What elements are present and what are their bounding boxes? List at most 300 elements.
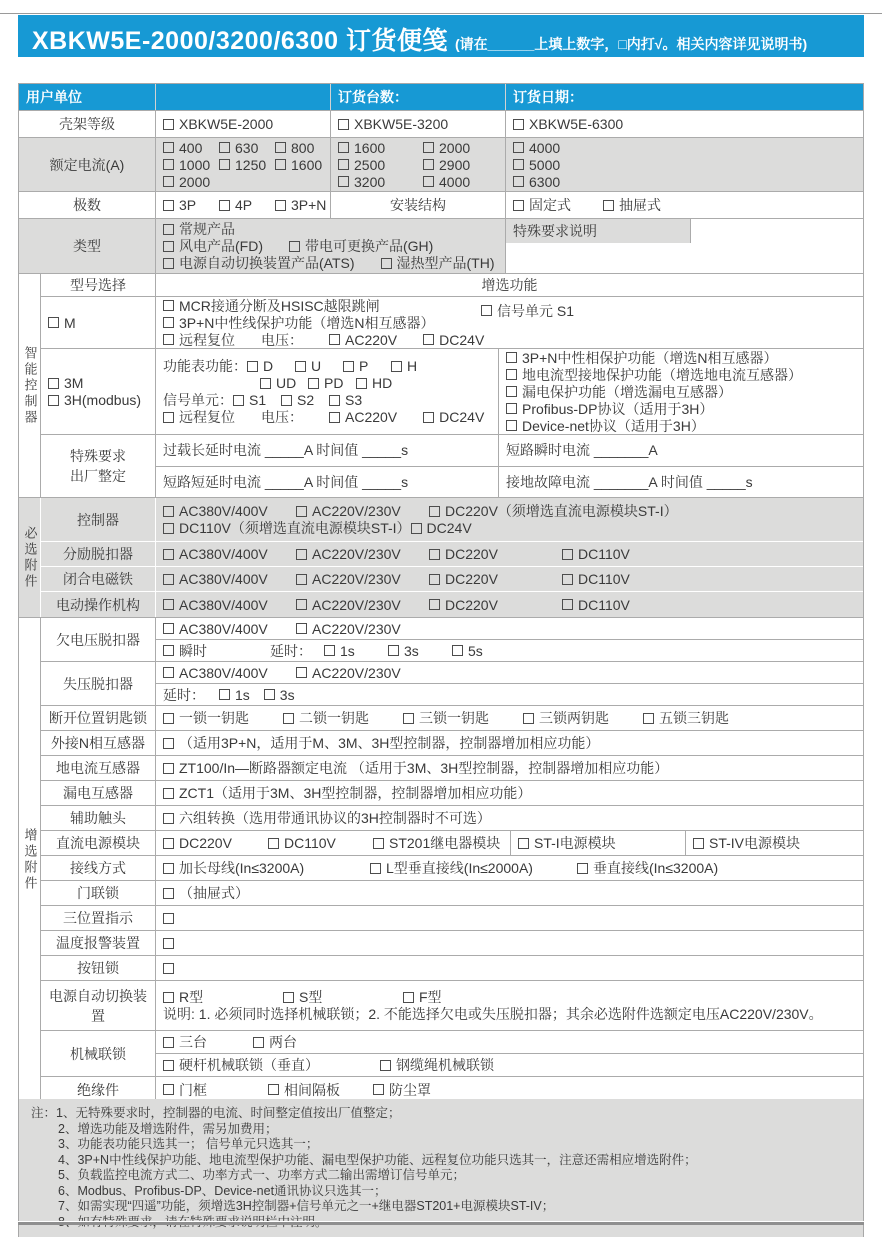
checkbox-label: 常规产品 <box>179 221 235 237</box>
checkbox-label: 3M <box>64 375 84 391</box>
checkbox[interactable] <box>452 645 463 656</box>
checkbox[interactable] <box>163 574 174 585</box>
checkbox[interactable] <box>163 1084 174 1095</box>
checkbox-label: 带电可更换产品(GH) <box>305 238 434 254</box>
checkbox[interactable] <box>48 317 59 328</box>
checkbox[interactable] <box>506 386 517 397</box>
checkbox-option <box>163 571 296 587</box>
option-line <box>163 520 859 537</box>
table-row-controller-voltage <box>41 498 863 542</box>
checkbox[interactable] <box>429 574 440 585</box>
checkbox[interactable] <box>48 378 59 389</box>
checkbox[interactable] <box>163 763 174 774</box>
checkbox-label: F型 <box>419 989 442 1005</box>
option-line <box>163 314 481 331</box>
table-row-three-position-indicator <box>41 906 863 931</box>
note-line: 7、如需实现“四遥”功能，须增选3H控制器+信号单元之一+继电器ST201+电源模块ST-IV； <box>58 1199 555 1213</box>
option-line <box>163 139 326 156</box>
option-line <box>163 989 859 1006</box>
checkbox[interactable] <box>562 599 573 610</box>
checkbox-label: AC220V/230V <box>312 664 401 681</box>
checkbox-option <box>48 315 76 331</box>
checkbox-option <box>296 597 429 613</box>
option-line <box>163 885 859 902</box>
checkbox[interactable] <box>403 713 414 724</box>
checkbox-label: 风电产品(FD) <box>179 238 263 254</box>
checkbox[interactable] <box>275 142 286 153</box>
checkbox-option <box>163 913 179 924</box>
checkbox-option <box>506 367 802 383</box>
checkbox[interactable] <box>411 523 422 534</box>
checkbox-option <box>388 643 440 659</box>
ats-note-text: 说明: 1. 必须同时选择机械联锁；2. 不能选择欠电或失压脱扣器；其余必选附件选额定电压AC220V/230V。 <box>163 1006 823 1022</box>
row-label: 失压脱扣器 <box>41 662 156 705</box>
checkbox[interactable] <box>324 645 335 656</box>
checkbox-option <box>356 375 404 391</box>
option-line <box>48 375 151 392</box>
checkbox[interactable] <box>296 549 307 560</box>
fill-in-field[interactable]: 短路瞬时电流 _______A <box>506 442 658 459</box>
checkbox-label: DC220V <box>445 571 498 587</box>
checkbox-option <box>380 1057 494 1073</box>
checkbox[interactable] <box>403 992 414 1003</box>
checkbox-label: DC220V（须增选直流电源模块ST-I） <box>445 503 678 519</box>
row-label: 闭合电磁铁 <box>41 567 156 591</box>
checkbox-label: UD <box>276 375 297 391</box>
checkbox-label: 二锁一钥匙 <box>299 710 369 726</box>
fill-in-field[interactable]: 短路短延时电流 _____A 时间值 _____s <box>156 467 499 498</box>
checkbox-label: M <box>64 314 76 331</box>
table-row-leakage-ct <box>41 781 863 806</box>
footnotes <box>18 1099 864 1237</box>
inline-text: 电压： <box>261 331 303 348</box>
row-label: 接线方式 <box>41 856 156 880</box>
checkbox-option <box>233 392 281 408</box>
row-label: 门联锁 <box>41 881 156 905</box>
option-line <box>163 116 326 133</box>
checkbox-option <box>423 409 484 425</box>
checkbox-option <box>513 116 623 132</box>
checkbox[interactable] <box>429 599 440 610</box>
row-label: 外接N相互感器 <box>41 731 156 755</box>
checkbox[interactable] <box>163 599 174 610</box>
checkbox-label: U <box>311 358 322 374</box>
checkbox[interactable] <box>356 378 367 389</box>
checkbox[interactable] <box>163 119 174 130</box>
customer-name-cell[interactable] <box>156 84 331 110</box>
checkbox[interactable] <box>423 176 434 187</box>
checkbox[interactable] <box>577 863 588 874</box>
checkbox-option <box>296 503 429 519</box>
option-line <box>163 392 494 409</box>
checkbox[interactable] <box>163 506 174 517</box>
table-row-ats-device <box>41 981 863 1031</box>
option-line <box>163 620 859 637</box>
checkbox-label: AC220V <box>345 409 398 425</box>
checkbox[interactable] <box>233 395 244 406</box>
option-line <box>163 571 859 588</box>
checkbox[interactable] <box>219 200 230 211</box>
checkbox-label: ST201继电器模块 <box>389 835 501 851</box>
note-line: 2、增选功能及增选附件，需另加费用； <box>58 1121 278 1136</box>
checkbox-label: 相间隔板 <box>284 1081 340 1098</box>
checkbox[interactable] <box>163 300 174 311</box>
checkbox-option <box>338 140 423 156</box>
table-row-poles <box>19 192 863 219</box>
checkbox-label: 钢缆绳机械联锁 <box>396 1057 494 1073</box>
checkbox-label: DC110V <box>578 596 630 613</box>
optional-functions-label: 增选功能 <box>481 277 538 293</box>
option-line <box>163 331 485 348</box>
checkbox-label: 门框 <box>179 1081 207 1098</box>
checkbox-label: S2 <box>297 392 315 408</box>
checkbox-label: 400 <box>179 139 203 156</box>
checkbox[interactable] <box>518 838 529 849</box>
page-title: XBKW5E-2000/3200/6300 订货便笺 <box>32 27 448 55</box>
checkbox[interactable] <box>295 361 306 372</box>
row-label: 极数 <box>19 192 156 218</box>
checkbox-label: 3P <box>179 197 197 213</box>
checkbox[interactable] <box>338 176 349 187</box>
option-line <box>163 910 859 927</box>
checkbox[interactable] <box>163 258 174 269</box>
table-row-shunt-release <box>41 542 863 567</box>
fill-in-field[interactable]: 接地故障电流 _______A 时间值 _____s <box>506 473 753 490</box>
checkbox[interactable] <box>513 200 524 211</box>
table-row-type <box>19 219 863 274</box>
checkbox[interactable] <box>370 863 381 874</box>
option-line <box>163 238 501 255</box>
checkbox-option <box>163 963 179 974</box>
checkbox[interactable] <box>163 241 174 252</box>
checkbox[interactable] <box>163 963 174 974</box>
checkbox-option <box>296 665 429 681</box>
checkbox-option <box>283 710 403 726</box>
checkbox[interactable] <box>513 119 524 130</box>
checkbox[interactable] <box>163 992 174 1003</box>
checkbox[interactable] <box>163 838 174 849</box>
inline-text: 信号单元： <box>163 392 233 408</box>
checkbox-option <box>308 375 356 391</box>
checkbox[interactable] <box>429 549 440 560</box>
title-bar <box>18 15 864 57</box>
checkbox[interactable] <box>603 200 614 211</box>
checkbox-option <box>163 938 179 949</box>
option-line <box>338 173 501 190</box>
checkbox[interactable] <box>429 506 440 517</box>
checkbox[interactable] <box>275 200 286 211</box>
checkbox[interactable] <box>338 159 349 170</box>
checkbox[interactable] <box>562 549 573 560</box>
checkbox[interactable] <box>329 334 340 345</box>
checkbox-label: AC380V/400V <box>179 620 268 637</box>
checkbox-option <box>518 835 616 851</box>
checkbox-option <box>391 358 439 374</box>
checkbox[interactable] <box>423 159 434 170</box>
option-line <box>513 173 859 190</box>
option-line <box>481 302 863 319</box>
checkbox-label: AC380V/400V <box>179 546 268 562</box>
checkbox-label: 1600 <box>291 156 323 173</box>
checkbox-option <box>253 1034 343 1050</box>
checkbox-option <box>264 687 295 703</box>
checkbox-label: S型 <box>299 989 323 1005</box>
checkbox-label: 固定式 <box>529 197 571 213</box>
row-label: 额定电流(A) <box>19 138 156 191</box>
table-row-earth-current-ct <box>41 756 863 781</box>
checkbox[interactable] <box>253 1037 264 1048</box>
checkbox[interactable] <box>506 420 517 431</box>
checkbox-label: AC380V/400V <box>179 503 268 519</box>
checkbox-option <box>163 238 263 254</box>
checkbox[interactable] <box>338 119 349 130</box>
checkbox[interactable] <box>481 305 492 316</box>
option-line <box>163 255 501 272</box>
checkbox-option <box>283 989 403 1005</box>
checkbox[interactable] <box>163 549 174 560</box>
table-row-aux-contacts <box>41 806 863 831</box>
checkbox[interactable] <box>423 412 434 423</box>
checkbox[interactable] <box>219 142 230 153</box>
checkbox-label: DC24V <box>439 331 485 348</box>
checkbox[interactable] <box>523 713 534 724</box>
top-rule <box>0 13 882 14</box>
option-line <box>163 710 859 727</box>
option-line <box>163 735 859 752</box>
checkbox[interactable] <box>506 403 517 414</box>
checkbox[interactable] <box>163 913 174 924</box>
checkbox[interactable] <box>296 599 307 610</box>
checkbox[interactable] <box>163 412 174 423</box>
option-line <box>163 935 859 952</box>
checkbox-option <box>452 643 504 659</box>
checkbox-label: 加长母线(In≤3200A) <box>179 860 305 876</box>
checkbox[interactable] <box>163 334 174 345</box>
row-label: 欠电压脱扣器 <box>41 618 156 661</box>
checkbox-label: S3 <box>345 392 363 408</box>
checkbox[interactable] <box>296 574 307 585</box>
option-line <box>48 392 151 409</box>
checkbox-option <box>481 303 574 319</box>
checkbox[interactable] <box>283 992 294 1003</box>
checkbox[interactable] <box>343 361 354 372</box>
option-line <box>693 835 859 852</box>
checkbox[interactable] <box>562 574 573 585</box>
checkbox[interactable] <box>506 352 517 363</box>
option-line <box>163 358 494 375</box>
checkbox[interactable] <box>268 1084 279 1095</box>
checkbox-label: 三台 <box>179 1034 207 1050</box>
checkbox-option <box>163 520 411 536</box>
checkbox[interactable] <box>380 1060 391 1071</box>
checkbox[interactable] <box>48 395 59 406</box>
checkbox-label: 抽屉式 <box>619 197 661 213</box>
checkbox-option <box>429 571 562 587</box>
checkbox-option <box>373 1082 478 1098</box>
checkbox-label: 电源自动切换装置产品(ATS) <box>179 255 355 271</box>
option-line <box>163 546 859 563</box>
option-line <box>163 810 859 827</box>
checkbox-option <box>163 197 219 213</box>
checkbox-option <box>373 835 500 851</box>
checkbox[interactable] <box>163 176 174 187</box>
option-line <box>506 349 859 366</box>
checkbox[interactable] <box>260 378 271 389</box>
header-order-qty: 订货台数： <box>331 84 506 110</box>
option-line <box>513 116 859 133</box>
checkbox-label: AC220V/230V <box>312 620 401 637</box>
checkbox-label: 硬杆机械联锁（垂直） <box>179 1057 319 1073</box>
checkbox[interactable] <box>506 369 517 380</box>
checkbox[interactable] <box>296 623 307 634</box>
checkbox[interactable] <box>163 938 174 949</box>
checkbox[interactable] <box>163 523 174 534</box>
checkbox-option <box>513 157 560 173</box>
checkbox[interactable] <box>329 412 340 423</box>
option-line <box>163 197 326 214</box>
checkbox-option <box>513 174 560 190</box>
checkbox-label: MCR接通分断及HSISC越限跳闸 <box>179 297 380 314</box>
checkbox-label: AC220V/230V <box>312 503 401 519</box>
checkbox-option <box>219 140 275 156</box>
table-row-controller-m <box>41 297 863 349</box>
checkbox[interactable] <box>281 395 292 406</box>
checkbox[interactable] <box>219 689 230 700</box>
checkbox[interactable] <box>513 176 524 187</box>
section-required-accessories <box>19 498 863 618</box>
checkbox[interactable] <box>163 224 174 235</box>
checkbox-option <box>562 546 695 562</box>
checkbox[interactable] <box>423 142 434 153</box>
checkbox-label: H <box>407 358 418 374</box>
checkbox[interactable] <box>264 689 275 700</box>
checkbox[interactable] <box>373 1084 384 1095</box>
checkbox[interactable] <box>693 838 704 849</box>
checkbox[interactable] <box>163 200 174 211</box>
checkbox[interactable] <box>289 241 300 252</box>
checkbox[interactable] <box>268 838 279 849</box>
checkbox-option <box>219 157 275 173</box>
checkbox[interactable] <box>163 813 174 824</box>
option-line <box>518 835 681 852</box>
checkbox[interactable] <box>513 142 524 153</box>
checkbox-option <box>163 860 370 876</box>
row-label: 绝缘件 <box>41 1077 156 1102</box>
checkbox-label: 1s <box>235 686 250 703</box>
checkbox[interactable] <box>296 506 307 517</box>
order-table <box>18 83 864 1103</box>
checkbox[interactable] <box>296 667 307 678</box>
checkbox-option <box>338 174 423 190</box>
checkbox[interactable] <box>381 258 392 269</box>
checkbox[interactable] <box>643 713 654 724</box>
checkbox[interactable] <box>163 159 174 170</box>
checkbox-label: 6300 <box>529 173 561 190</box>
checkbox[interactable] <box>163 863 174 874</box>
checkbox[interactable] <box>283 713 294 724</box>
checkbox-option <box>429 546 562 562</box>
checkbox[interactable] <box>391 361 402 372</box>
checkbox-option <box>423 332 484 348</box>
checkbox-label: 一锁一钥匙 <box>179 710 249 726</box>
checkbox[interactable] <box>163 788 174 799</box>
checkbox-label: 2000 <box>179 173 211 190</box>
checkbox[interactable] <box>373 838 384 849</box>
row-label: 温度报警装置 <box>41 931 156 955</box>
option-line <box>163 760 859 777</box>
inline-text: 功能表功能： <box>163 358 247 374</box>
checkbox-option <box>219 687 250 703</box>
checkbox-option <box>281 392 329 408</box>
checkbox-option <box>163 1057 380 1073</box>
checkbox[interactable] <box>163 645 174 656</box>
checkbox[interactable] <box>163 888 174 899</box>
checkbox-label: Profibus-DP协议（适用于3H） <box>522 400 714 417</box>
checkbox[interactable] <box>163 317 174 328</box>
table-row-motor-operator <box>41 592 863 617</box>
checkbox-label: 远程复位 <box>179 331 235 348</box>
checkbox[interactable] <box>163 667 174 678</box>
fill-in-field[interactable]: 过载长延时电流 _____A 时间值 _____s <box>156 435 499 466</box>
checkbox-option <box>163 140 219 156</box>
checkbox-label: 3P+N <box>291 197 327 213</box>
checkbox-label: DC110V <box>578 571 630 587</box>
header-order-date: 订货日期： <box>513 89 583 105</box>
section-smart-controller <box>19 274 863 498</box>
checkbox[interactable] <box>163 713 174 724</box>
checkbox-option <box>296 621 429 637</box>
checkbox-label: 信号单元 S1 <box>497 302 575 319</box>
checkbox-label: XBKW5E-3200 <box>354 116 449 132</box>
option-line <box>163 297 481 314</box>
checkbox[interactable] <box>163 142 174 153</box>
checkbox[interactable] <box>423 334 434 345</box>
checkbox-label: S1 <box>249 392 267 408</box>
checkbox[interactable] <box>163 738 174 749</box>
group-label-cell <box>19 498 41 617</box>
model-select-label: 型号选择 <box>41 274 156 296</box>
checkbox[interactable] <box>247 361 258 372</box>
checkbox[interactable] <box>163 1060 174 1071</box>
checkbox-option <box>296 546 429 562</box>
checkbox[interactable] <box>513 159 524 170</box>
checkbox[interactable] <box>219 159 230 170</box>
checkbox-option <box>381 255 495 271</box>
checkbox-label: Device-net协议（适用于3H） <box>522 417 705 434</box>
checkbox[interactable] <box>338 142 349 153</box>
checkbox-label: AC380V/400V <box>179 596 268 613</box>
checkbox-label: 1s <box>340 642 355 659</box>
checkbox-label: L型垂直接线(In≤2000A) <box>386 860 533 876</box>
checkbox-option <box>506 350 778 366</box>
note-line: 4、3P+N中性线保护功能、地电流型保护功能、漏电型保护功能、远程复位功能只选其一，注意还需相应增选附件； <box>58 1152 697 1167</box>
checkbox[interactable] <box>388 645 399 656</box>
checkbox-label: 4P <box>235 197 253 213</box>
option-line <box>506 383 859 400</box>
row-label: 控制器 <box>41 498 156 541</box>
checkbox[interactable] <box>275 159 286 170</box>
checkbox[interactable] <box>329 395 340 406</box>
special-request-blank-cell[interactable] <box>506 243 863 273</box>
checkbox[interactable] <box>163 623 174 634</box>
checkbox[interactable] <box>163 1037 174 1048</box>
table-row-controller-3m-3h <box>41 349 863 435</box>
checkbox[interactable] <box>308 378 319 389</box>
checkbox-label: DC220V <box>445 546 498 562</box>
checkbox-option <box>163 157 219 173</box>
option-line <box>513 156 859 173</box>
checkbox-option <box>275 140 331 156</box>
